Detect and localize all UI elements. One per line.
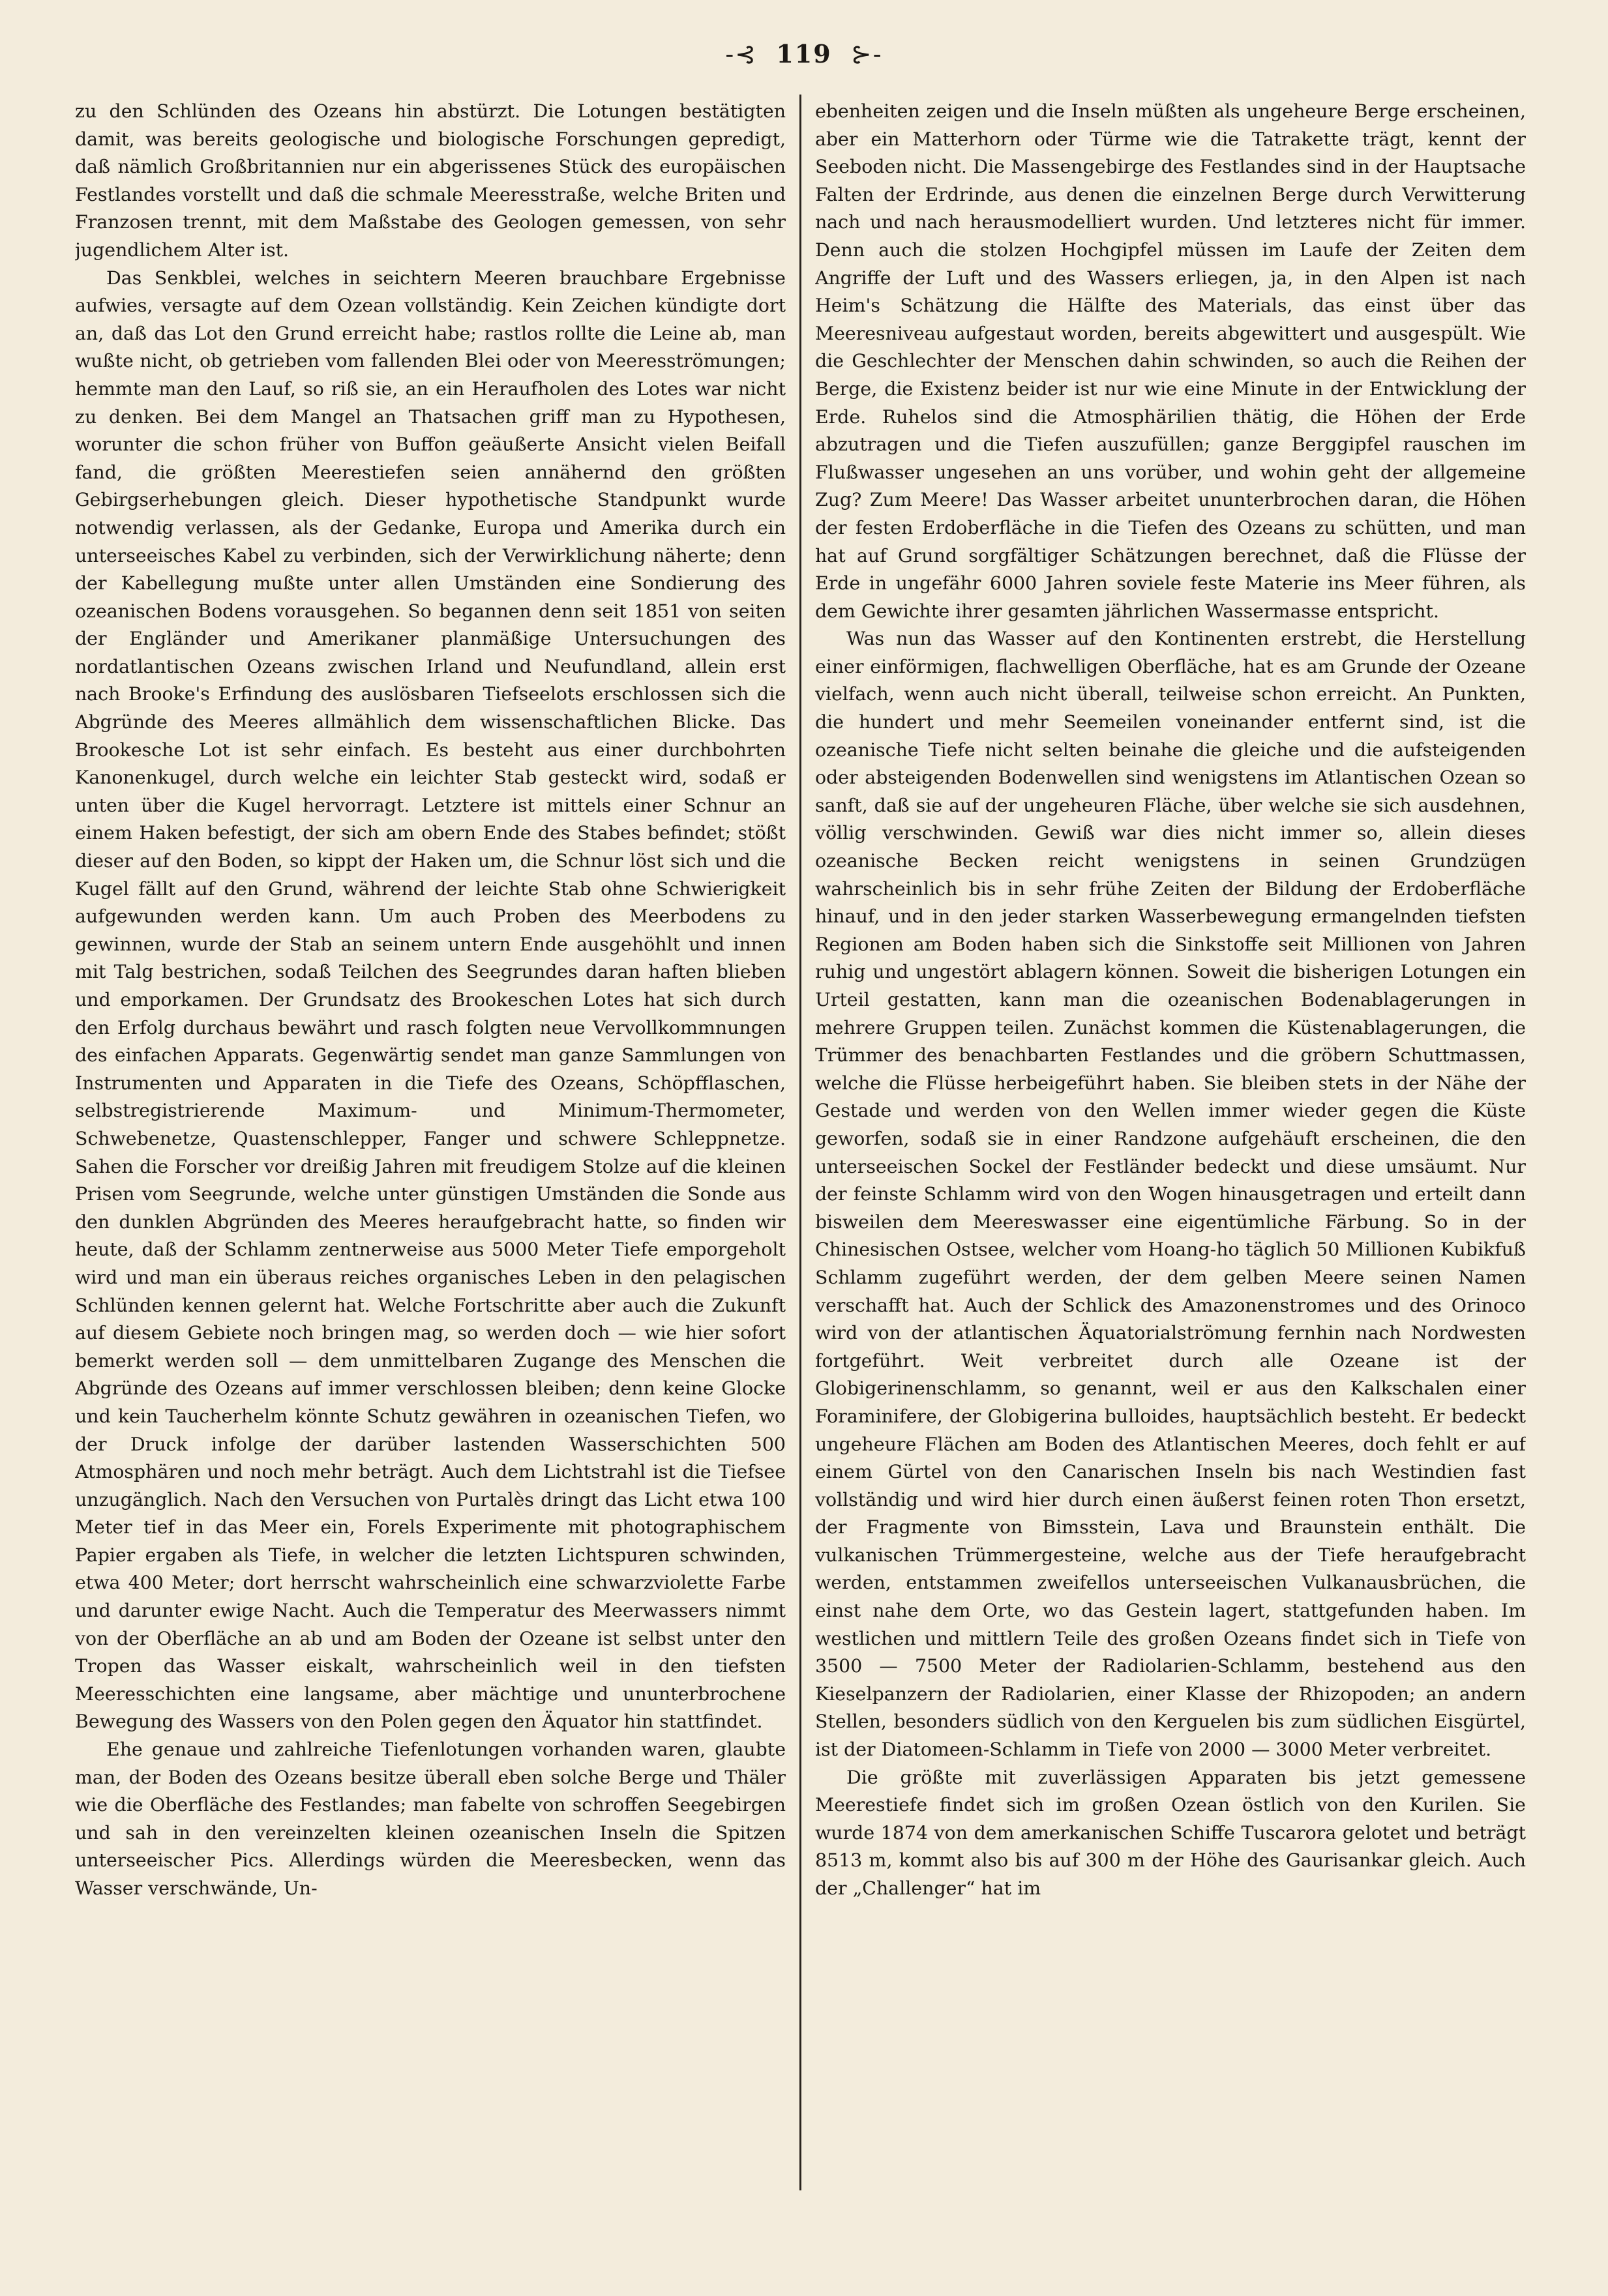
- left-column: [75, 98, 786, 2269]
- paragraph: Was nun das Wasser auf den Kontinenten erstrebt, die Herstellung einer einförmigen, flachwelligen Oberfläche, hat es am Grunde der Ozeane vielfach, wenn auch nicht überall, teilweise schon erreicht. An Punkten, die hundert und mehr Seemeilen voneinander entfernt sind, ist die ozeanische Tiefe nicht selten beinahe die gleiche und die aufsteigenden oder absteigenden Bodenwellen sind wenigstens im Atlantischen Ozean so sanft, daß sie auf der ungeheuren Fläche, über welche sie sich ausdehnen, völlig verschwinden. Gewiß war dies nicht immer so, allein dieses ozeanische Becken reicht wenigstens in seinen Grundzügen wahrscheinlich bis in sehr frühe Zeiten der Bildung der Erdoberfläche hinauf, und in den jeder starken Wasserbewegung ermangelnden tiefsten Regionen am Boden haben sich die Sinkstoffe seit Millionen von Jahren ruhig und ungestört ablagern können. Soweit die bisherigen Lotungen ein Urteil gestatten, kann man die ozeanischen Bodenablagerungen in mehrere Gruppen teilen. Zunächst kommen die Küstenablagerungen, die Trümmer des benachbarten Festlandes und die gröbern Schuttmassen, welche die Flüsse herbeigeführt haben. Sie bleiben stets in der Nähe der Gestade und werden von den Wellen immer wieder gegen die Küste geworfen, sodaß sie in einer Randzone aufgehäuft erscheinen, die den unterseeischen Sockel der Festländer bedeckt und diese umsäumt. Nur der feinste Schlamm wird von den Wogen hinausgetragen und erteilt dann bisweilen dem Meereswasser eine eigentümliche Färbung. So in der Chinesischen Ostsee, welcher vom Hoang-ho täglich 50 Millionen Kubikfuß Schlamm zugeführt werden, der dem gelben Meere seinen Namen verschafft hat. Auch der Schlick des Amazonenstromes und des Orinoco wird von der atlantischen Äquatorialströmung fernhin nach Nordwesten fortgeführt. Weit verbreitet durch alle Ozeane ist der Globigerinenschlamm, so genannt, weil er aus den Kalkschalen einer Foraminifere, der Globigerina bulloides, hauptsächlich besteht. Er bedeckt ungeheure Flächen am Boden des Atlantischen Meeres, doch fehlt er auf einem Gürtel von den Canarischen Inseln bis nach Westindien fast vollständig und wird hier durch einen äußerst feinen roten Thon ersetzt, der Fragmente von Bimsstein, Lava und Braunstein enthält. Die vulkanischen Trümmergesteine, welche aus der Tiefe heraufgebracht werden, entstammen zweifellos unterseeischen Vulkanausbrüchen, die einst nahe dem Orte, wo das Gestein lagert, stattgefunden haben. Im westlichen und mittlern Teile des großen Ozeans findet sich in Tiefe von 3500 — 7500 Meter der Radiolarien-Schlamm, bestehend aus den Kieselpanzern der Radiolarien, einer Klasse der Rhizopoden; an andern Stellen, besonders südlich von den Kerguelen bis zum südlichen Eisgürtel, ist der Diatomeen-Schlamm in Tiefe von 2000 — 3000 Meter verbreitet.: [815, 628, 1526, 1761]
- paragraph: Das Senkblei, welches in seichtern Meeren brauchbare Ergebnisse aufwies, versagte auf dem Ozean vollständig. Kein Zeichen kündigte dort an, daß das Lot den Grund erreicht habe; rastlos rollte die Leine ab, man wußte nicht, ob getrieben vom fallenden Blei oder von Meeresströmungen; hemmte man den Lauf, so riß sie, an ein Heraufholen des Lotes war nicht zu denken. Bei dem Mangel an Thatsachen griff man zu Hypothesen, worunter die schon früher von Buffon geäußerte Ansicht vielen Beifall fand, die größten Meerestiefen seien annähernd den größten Gebirgserhebungen gleich. Dieser hypothetische Standpunkt wurde notwendig verlassen, als der Gedanke, Europa und Amerika durch ein unterseeisches Kabel zu verbinden, sich der Verwirklichung näherte; denn der Kabellegung mußte unter allen Umständen eine Sondierung des ozeanischen Bodens vorausgehen. So begannen denn seit 1851 von seiten der Engländer und Amerikaner planmäßige Untersuchungen des nordatlantischen Ozeans zwischen Irland und Neufundland, allein erst nach Brooke's Erfindung des auslösbaren Tiefseelots erschlossen sich die Abgründe des Meeres allmählich dem wissenschaftlichen Blicke. Das Brookesche Lot ist sehr einfach. Es besteht aus einer durchbohrten Kanonenkugel, durch welche ein leichter Stab gesteckt wird, sodaß er unten über die Kugel hervorragt. Letztere ist mittels einer Schnur an einem Haken befestigt, der sich am obern Ende des Stabes befindet; stößt dieser auf den Boden, so kippt der Haken um, die Schnur löst sich und die Kugel fällt auf den Grund, während der leichte Stab ohne Schwierigkeit aufgewunden werden kann. Um auch Proben des Meerbodens zu gewinnen, wurde der Stab an seinem untern Ende ausgehöhlt und innen mit Talg bestrichen, sodaß Teilchen des Seegrundes daran haften blieben und emporkamen. Der Grundsatz des Brookeschen Lotes hat sich durch den Erfolg durchaus bewährt und rasch folgten neue Vervollkommnungen des einfachen Apparats. Gegenwärtig sendet man ganze Sammlungen von Instrumenten und Apparaten in die Tiefe des Ozeans, Schöpfflaschen, selbstregistrierende Maximum- und Minimum-Thermometer, Schwebenetze, Quastenschlepper, Fanger und schwere Schleppnetze. Sahen die Forscher vor dreißig Jahren mit freudigem Stolze auf die kleinen Prisen vom Seegrunde, welche unter günstigen Umständen die Sonde aus den dunklen Abgründen des Meeres heraufgebracht hatte, so finden wir heute, daß der Schlamm zentnerweise aus 5000 Meter Tiefe emporgeholt wird und man ein überaus reiches organisches Leben in den pelagischen Schlünden kennen gelernt hat. Welche Fortschritte aber auch die Zukunft auf diesem Gebiete noch bringen mag, so werden doch — wie hier sofort bemerkt werden soll — dem unmittelbaren Zugange des Menschen die Abgründe des Ozeans auf immer verschlossen bleiben; denn keine Glocke und kein Taucherhelm könnte Schutz gewähren in ozeanischen Tiefen, wo der Druck infolge der darüber lastenden Wasserschichten 500 Atmosphären und noch mehr beträgt. Auch dem Lichtstrahl ist die Tiefsee unzugänglich. Nach den Versuchen von Purtalès dringt das Licht etwa 100 Meter tief in das Meer ein, Forels Experimente mit photographischem Papier ergaben als Tiefe, in welcher die letzten Lichtspuren schwinden, etwa 400 Meter; dort herrscht wahrscheinlich eine schwarzviolette Farbe und darunter ewige Nacht. Auch die Temperatur des Meerwassers nimmt von der Oberfläche an ab und am Boden der Ozeane ist selbst unter den Tropen das Wasser eiskalt, wahrscheinlich weil in den tiefsten Meeresschichten eine langsame, aber mächtige und ununterbrochene Bewegung des Wassers von den Polen gegen den Äquator hin stattfindet.: [75, 267, 786, 1733]
- right-column: [815, 98, 1526, 2269]
- page-number: 119: [776, 39, 832, 68]
- page-header: [0, 39, 1608, 68]
- paragraph: ebenheiten zeigen und die Inseln müßten als ungeheure Berge erscheinen, aber ein Matterhorn oder Türme wie die Tatrakette trägt, kennt der Seeboden nicht. Die Massengebirge des Festlandes sind in der Hauptsache Falten der Erdrinde, aus denen die einzelnen Berge durch Verwitterung nach und nach herausmodelliert wurden. Und letzteres nicht für immer. Denn auch die stolzen Hochgipfel müssen im Laufe der Zeiten dem Angriffe der Luft und des Wassers erliegen, ja, in den Alpen ist nach Heim's Schätzung die Hälfte des Materials, das einst über das Meeresniveau aufgestaut worden, bereits abgewittert und ausgespült. Wie die Geschlechter der Menschen dahin schwinden, so auch die Reihen der Berge, die Existenz beider ist nur wie eine Minute in der Entwicklung der Erde. Ruhelos sind die Atmosphärilien thätig, die Höhen der Erde abzutragen und die Tiefen auszufüllen; ganze Berggipfel rauschen im Flußwasser ungesehen an uns vorüber, und wohin geht der allgemeine Zug? Zum Meere! Das Wasser arbeitet ununterbrochen daran, die Höhen der festen Erdoberfläche in die Tiefen des Ozeans zu schütten, und man hat auf Grund sorgfältiger Schätzungen berechnet, daß die Flüsse der Erde in ungefähr 6000 Jahren soviele feste Materie ins Meer führen, als dem Gewichte ihrer gesamten jährlichen Wassermasse entspricht.: [815, 100, 1526, 622]
- paragraph: Ehe genaue und zahlreiche Tiefenlotungen vorhanden waren, glaubte man, der Boden des Ozeans besitze überall eben solche Berge und Thäler wie die Oberfläche des Festlandes; man fabelte von schroffen Seegebirgen und sah in den vereinzelten kleinen ozeanischen Inseln die Spitzen unterseeischer Pics. Allerdings würden die Meeresbecken, wenn das Wasser verschwände, Un-: [75, 1739, 786, 1899]
- column-divider: [799, 95, 801, 2190]
- paragraph: Die größte mit zuverlässigen Apparaten bis jetzt gemessene Meerestiefe findet sich im großen Ozean östlich von den Kurilen. Sie wurde 1874 von dem amerkanischen Schiffe Tuscarora gelotet und beträgt 8513 m, kommt also bis auf 300 m der Höhe des Gaurisankar gleich. Auch der „Challenger“ hat im: [815, 1766, 1526, 1899]
- paragraph: zu den Schlünden des Ozeans hin abstürzt. Die Lotungen bestätigten damit, was bereits geologische und biologische Forschungen gepredigt, daß nämlich Großbritannien nur ein abgerissenes Stück des europäischen Festlandes vorstellt und daß die schmale Meeresstraße, welche Briten und Franzosen trennt, mit dem Maßstabe des Geologen gemessen, von sehr jugendlichem Alter ist.: [75, 100, 786, 261]
- ornament-right-icon: ⊱-: [850, 40, 883, 68]
- ornament-left-icon: -⊰: [725, 40, 758, 68]
